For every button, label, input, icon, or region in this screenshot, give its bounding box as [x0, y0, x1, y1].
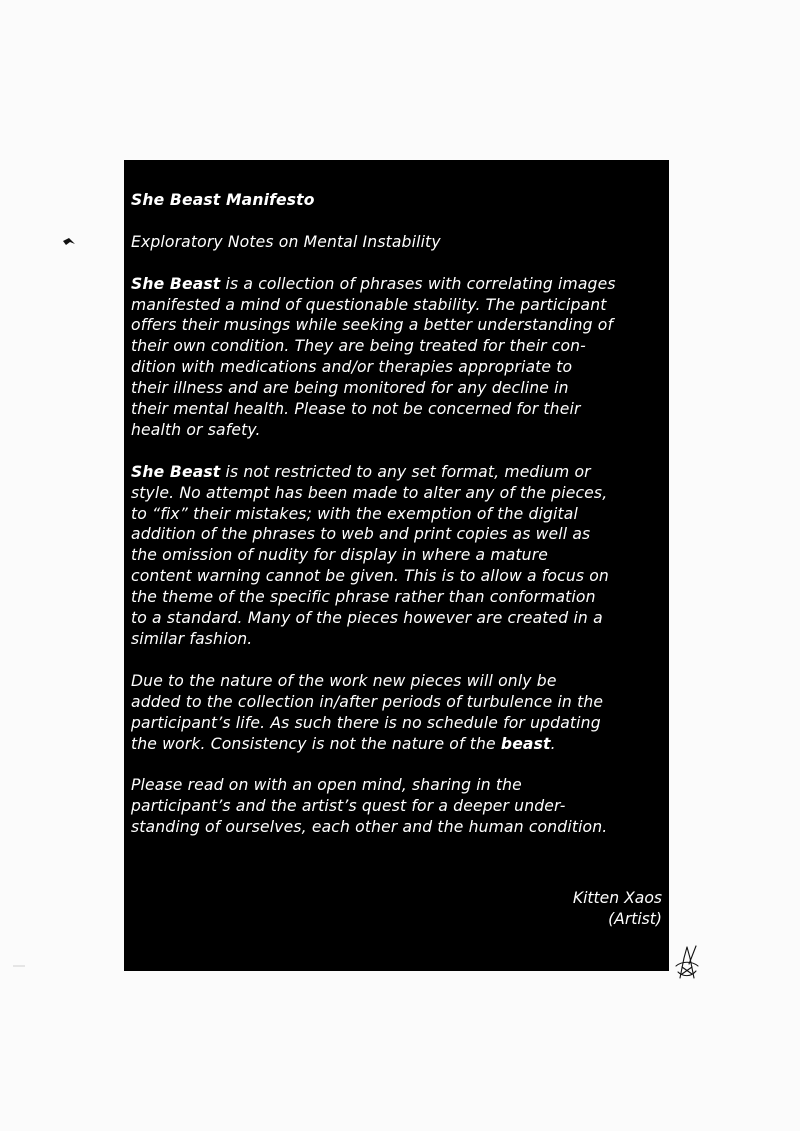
- signature-role: (Artist): [608, 910, 662, 928]
- beast-emphasis: beast: [500, 734, 551, 753]
- document-title: She Beast Manifesto: [131, 191, 315, 209]
- manifesto-text: [131, 190, 667, 838]
- title-emphasis: She Beast: [131, 462, 221, 481]
- manifesto-panel: [124, 160, 669, 971]
- stray-dash-mark: [12, 964, 26, 968]
- paragraph-format: She Beast is not restricted to any set format, medium or style. No attempt has been made to alter any of the pieces, to “fix” their mistakes; with the exemption of the digital addition of the phrases to web and print copies as well as the omission of nudity for display in where a mature content warning cannot be given. This is to allow a focus on the theme of the specific phrase rather than conformation to a standard. Many of the pieces however are created in a similar fashion.: [131, 462, 609, 648]
- title-emphasis: She Beast: [131, 274, 221, 293]
- paragraph-intro: She Beast is a collection of phrases with correlating images manifested a mind of questionable stability. The participant offers their musings while seeking a better understanding of their own condition. They are being treated for their con- dition with medications and/or therapies appropriate to their illness and are being monitored for any decline in their mental health. Please to not be concerned for their health or safety.: [131, 274, 616, 439]
- signature: [573, 888, 662, 930]
- bird-scribble-icon: [62, 236, 76, 246]
- artist-monogram-icon: [672, 944, 702, 984]
- paragraph-schedule: Due to the nature of the work new pieces will only be added to the collection in/after periods of turbulence in the participant’s life. As such there is no schedule for updating the work. Consistency is not the nature of the beast.: [131, 671, 604, 753]
- document-subtitle: Exploratory Notes on Mental Instability: [131, 232, 441, 251]
- signature-name: Kitten Xaos: [572, 889, 662, 907]
- paragraph-closing: Please read on with an open mind, sharing in the participant’s and the artist’s quest for a deeper under- standing of ourselves, each other and the human condition.: [131, 776, 608, 837]
